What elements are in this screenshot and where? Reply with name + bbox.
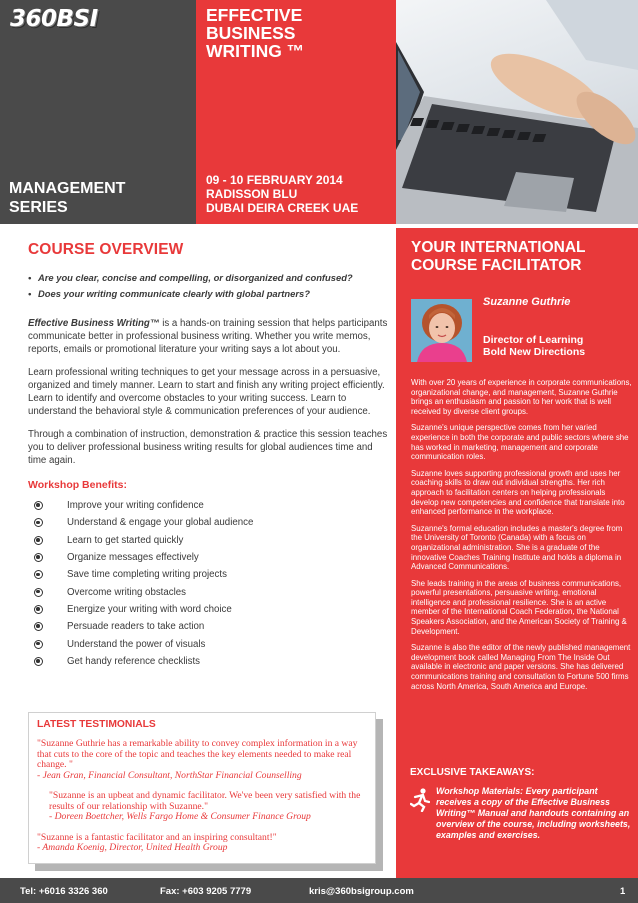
- testimonials-heading: LATEST TESTIMONIALS: [37, 719, 156, 730]
- header-left-panel: [0, 0, 196, 224]
- benefit-text: Persuade readers to take action: [67, 621, 205, 633]
- bio-paragraph: Suzanne loves supporting professional growth and uses her coaching skills to draw out individual strengths. Her rich approach to facilitation centers on helping professionals develop new competencies and confidence that translate into enhanced performance in the workplace.: [411, 468, 625, 517]
- target-bullet-icon: [34, 605, 43, 614]
- footer-email[interactable]: kris@360bsigroup.com: [309, 886, 414, 897]
- target-bullet-icon: [34, 588, 43, 597]
- facilitator-portrait: [411, 299, 472, 362]
- laptop-typing-photo: [396, 0, 638, 224]
- bio-paragraph: Suzanne's formal education includes a master's degree from the University of Toronto (Canada) with a focus on organizational administration. She is a graduate of the innovative Coaches Training Institute and holds a diploma in Advanced Communications.: [411, 523, 623, 572]
- target-bullet-icon: [34, 657, 43, 666]
- contact-footer: [0, 878, 638, 903]
- overview-paragraph-2: Learn professional writing techniques to get your message across in a persuasive, organized and timely manner. Learn to start and finish any writing project efficiently. Learn to identify and overcome obstacles to your writing success. Learn to understand the behavioral style & communication preferences of your audience.: [28, 367, 385, 417]
- facilitator-heading-line-2: COURSE FACILITATOR: [411, 257, 582, 274]
- benefit-text: Save time completing writing projects: [67, 569, 227, 581]
- event-venue: RADISSON BLU: [206, 187, 298, 201]
- testimonial-quote: "Suzanne Guthrie has a remarkable ability to convey complex information in a way that cuts to the core of the topic and teaches the key elements needed to make real change. ": [37, 738, 358, 770]
- facilitator-heading-line-1: YOUR INTERNATIONAL: [411, 239, 586, 256]
- course-title-line-3: WRITING ™: [206, 41, 305, 61]
- facilitator-heading: [411, 239, 586, 275]
- benefit-item: [34, 497, 388, 514]
- benefit-item: [34, 566, 388, 583]
- facilitator-job-title: Director of Learning: [483, 334, 584, 346]
- benefit-text: Understand the power of visuals: [67, 638, 206, 650]
- target-bullet-icon: [34, 553, 43, 562]
- workshop-benefits-list: [28, 497, 388, 670]
- overview-paragraph-1-text: is a hands-on training session that helps participants communicate better in professional business writing. Whether you write memos, reports, emails or promotional literature your writing says a lot about you.: [28, 318, 388, 355]
- facilitator-panel: [396, 228, 638, 878]
- testimonial-author: - Amanda Koenig, Director, United Health Group: [37, 842, 228, 853]
- bio-paragraph: Suzanne's unique perspective comes from her varied experience in both the corporate and public sectors where she has worked in marketing, management and corporate communication roles.: [411, 423, 629, 462]
- event-info: [206, 173, 358, 215]
- facilitator-company: Bold New Directions: [483, 346, 586, 358]
- target-bullet-icon: [34, 518, 43, 527]
- running-figure-icon: [410, 788, 430, 812]
- course-title-line-2: BUSINESS: [206, 23, 296, 43]
- series-label: [9, 179, 125, 217]
- takeaways-heading: EXCLUSIVE TAKEAWAYS:: [410, 767, 535, 778]
- laptop-illustration: [396, 0, 638, 224]
- series-line-2: SERIES: [9, 199, 68, 216]
- benefit-item: [34, 532, 388, 549]
- company-logo: 360BSI: [10, 6, 98, 32]
- course-title: [206, 6, 304, 60]
- benefit-item: [34, 635, 388, 652]
- benefit-text: Organize messages effectively: [67, 552, 199, 564]
- benefit-item: [34, 618, 388, 635]
- benefit-text: Overcome writing obstacles: [67, 586, 186, 598]
- target-bullet-icon: [34, 501, 43, 510]
- facilitator-name: Suzanne Guthrie: [483, 296, 571, 308]
- benefit-item: [34, 583, 388, 600]
- benefit-text: Improve your writing confidence: [67, 500, 204, 512]
- bio-paragraph: With over 20 years of experience in corporate communications, organizational change, and management, Suzanne Guthrie brings an enthusiasm and passion to her work that is well received by diverse client groups.: [411, 378, 632, 416]
- testimonial-quote: "Suzanne is an upbeat and dynamic facilitator. We've been very satisfied with the results of our relationship with Suzanne.": [49, 790, 361, 812]
- facilitator-bio: [411, 378, 633, 698]
- overview-paragraph-3: Through a combination of instruction, demonstration & practice this session teaches you to deliver professional business writing results for global audiences time and time again.: [28, 429, 388, 466]
- benefit-item: [34, 653, 388, 670]
- target-bullet-icon: [34, 570, 43, 579]
- course-title-line-1: EFFECTIVE: [206, 5, 303, 25]
- benefit-item: [34, 514, 388, 531]
- overview-paragraph-1: [28, 317, 388, 356]
- benefit-text: Get handy reference checklists: [67, 655, 200, 667]
- bio-paragraph: Suzanne is also the editor of the newly published management development book called Managing From The Inside Out available in electronic and paper versions. She has delivered communications training and consultation to Fortune 500 firms across North America, South America and Europe.: [411, 643, 631, 691]
- overview-questions: [28, 270, 388, 302]
- bio-paragraph: She leads training in the areas of business communications, powerful presentations, persuasive writing, emotional intelligence and professional resilience. She is an active member of the International Coach Federation, the National Speakers Association, and the American Society of Training & Development.: [411, 578, 627, 636]
- event-date: 09 - 10 FEBRUARY 2014: [206, 173, 343, 187]
- event-location: DUBAI DEIRA CREEK UAE: [206, 201, 359, 215]
- benefit-item: [34, 549, 388, 566]
- footer-telephone: Tel: +6016 3326 360: [20, 886, 108, 897]
- testimonial-quote: "Suzanne is a fantastic facilitator and an inspiring consultant!": [37, 831, 277, 843]
- facilitator-role: [483, 334, 585, 358]
- testimonial-author: - Jean Gran, Financial Consultant, NorthStar Financial Counselling: [37, 769, 302, 781]
- testimonial-author: - Doreen Boettcher, Wells Fargo Home & Consumer Finance Group: [49, 811, 311, 822]
- testimonials-box: [28, 712, 376, 864]
- series-line-1: MANAGEMENT: [9, 180, 126, 197]
- benefit-text: Learn to get started quickly: [67, 534, 184, 546]
- workshop-benefits-heading: Workshop Benefits:: [28, 479, 127, 491]
- overview-question: • Does your writing communicate clearly with global partners?: [28, 286, 388, 302]
- course-overview-section: [28, 241, 388, 670]
- takeaways-text: Workshop Materials: Every participant receives a copy of the Effective Business Writing™ Manual and handouts containing an overview of the course, including worksheets, examples and exercises.: [436, 786, 631, 840]
- benefit-item: [34, 601, 388, 618]
- overview-question: • Are you clear, concise and compelling, or disorganized and confused?: [28, 270, 388, 286]
- benefit-text: Understand & engage your global audience: [67, 517, 254, 529]
- footer-fax: Fax: +603 9205 7779: [160, 886, 252, 897]
- benefit-text: Energize your writing with word choice: [67, 603, 232, 615]
- facilitator-photo: [411, 299, 472, 362]
- header-title-panel: [196, 0, 396, 224]
- target-bullet-icon: [34, 640, 43, 649]
- page-number: 1: [620, 886, 626, 897]
- target-bullet-icon: [34, 536, 43, 545]
- course-name-emphasis: Effective Business Writing™: [28, 318, 160, 329]
- course-overview-heading: COURSE OVERVIEW: [28, 241, 184, 258]
- target-bullet-icon: [34, 622, 43, 631]
